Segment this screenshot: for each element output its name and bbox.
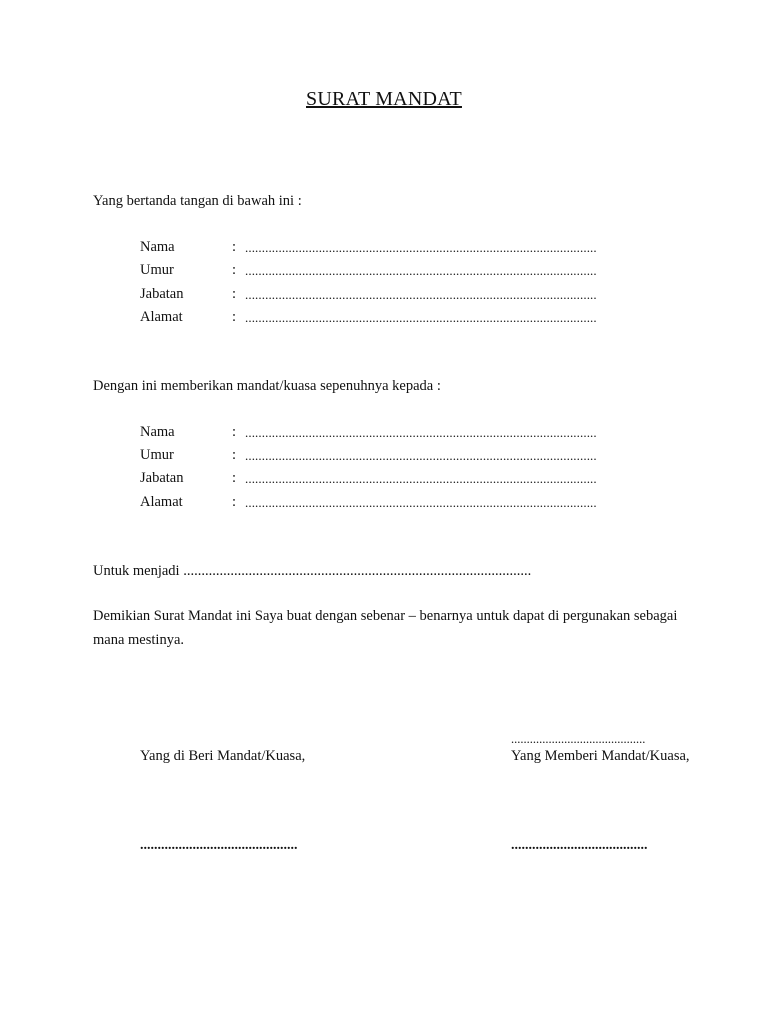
intro-text: Yang bertanda tangan di bawah ini :: [93, 193, 302, 209]
closing-paragraph-line-1: Demikian Surat Mandat ini Saya buat dengan sebenar – benarnya untuk dapat di pergunakan sebagai: [93, 608, 678, 624]
field-colon: :: [232, 447, 237, 463]
field-label: Nama: [140, 424, 175, 440]
field-fill-line[interactable]: .........................................................................................................: [245, 495, 597, 510]
field-fill-line[interactable]: .........................................................................................................: [245, 425, 597, 440]
field-label: Umur: [140, 447, 174, 463]
field-label: Alamat: [140, 309, 183, 325]
grantor-signature-line[interactable]: .......................................: [511, 838, 648, 853]
field-label: Jabatan: [140, 286, 184, 302]
field-label: Umur: [140, 262, 174, 278]
document-title: SURAT MANDAT: [306, 88, 462, 110]
field-colon: :: [232, 424, 237, 440]
closing-paragraph-line-2: mana mestinya.: [93, 632, 185, 648]
field-label: Jabatan: [140, 470, 184, 486]
field-label: Alamat: [140, 494, 183, 510]
place-date-line[interactable]: ...........................................: [511, 732, 646, 746]
field-fill-line[interactable]: .........................................................................................................: [245, 448, 597, 463]
grantee-signature-line[interactable]: .............................................: [140, 838, 298, 853]
field-label: Nama: [140, 239, 175, 255]
field-fill-line[interactable]: .........................................................................................................: [245, 263, 597, 278]
field-colon: :: [232, 262, 237, 278]
purpose-line: Untuk menjadi ................................................................................................: [93, 563, 532, 579]
grantee-signature-label: Yang di Beri Mandat/Kuasa,: [140, 748, 306, 764]
field-fill-line[interactable]: .........................................................................................................: [245, 287, 597, 302]
field-colon: :: [232, 470, 237, 486]
field-fill-line[interactable]: .........................................................................................................: [245, 240, 597, 255]
field-colon: :: [232, 494, 237, 510]
field-colon: :: [232, 286, 237, 302]
mandate-statement: Dengan ini memberikan mandat/kuasa sepenuhnya kepada :: [93, 378, 441, 394]
field-fill-line[interactable]: .........................................................................................................: [245, 471, 597, 486]
field-colon: :: [232, 309, 237, 325]
field-fill-line[interactable]: .........................................................................................................: [245, 310, 597, 325]
grantor-signature-label: Yang Memberi Mandat/Kuasa,: [511, 748, 690, 764]
field-colon: :: [232, 239, 237, 255]
